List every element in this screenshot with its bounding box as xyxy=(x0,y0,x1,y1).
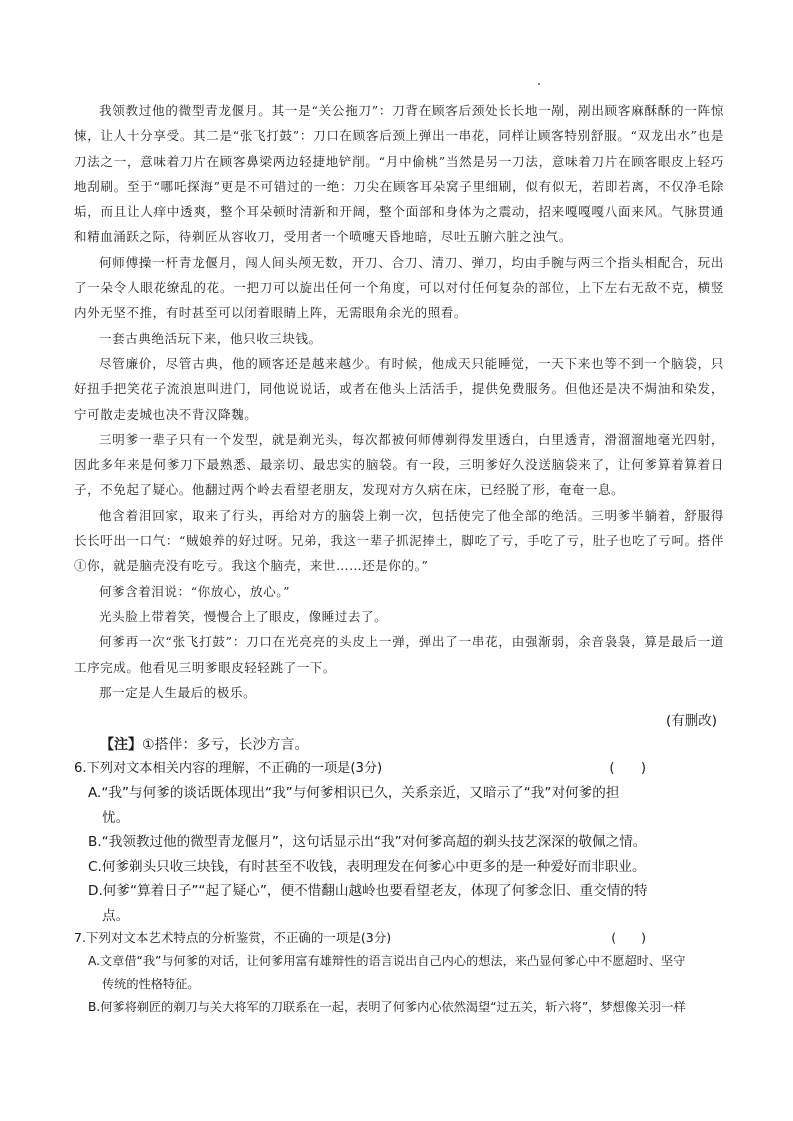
question-stem xyxy=(74,926,724,950)
option-text: B.何爹将剃匠的剃刀与关大将军的刀联系在一起，表明了何爹内心依然渴望“过五关，斩六将”，梦想像关羽一样 xyxy=(88,1000,686,1014)
option-text-cont: 点。 xyxy=(102,907,130,924)
question-stem xyxy=(74,757,724,781)
option-text: D.何爹“算着日子”“起了疑心”，便不惜翻山越岭也要看望老友，体现了何爹念旧、重交情的特 xyxy=(88,883,648,899)
passage-paragraph: 那一定是人生最后的极乐。 xyxy=(99,684,257,700)
passage-paragraph: 何爹再一次“张飞打鼓”：刀口在光亮亮的头皮上一弹，弹出了一串花，由强渐弱，余音袅袅，算是最后一道工序完成。他看见三明爹眼皮轻轻跳了一下。 xyxy=(74,634,724,675)
option-text-cont: 传统的性格特征。 xyxy=(102,977,200,991)
passage-paragraph: 尽管廉价，尽管古典，他的顾客还是越来越少。有时候，他成天只能睡觉，一天下来也等不到一个脑袋，只好扭手把笑花子流浪崽叫进门，同他说说话，或者在他头上活活手，提供免费服务。但他还是决不焗油和染发，宁可散走麦城也决不背汉降魏。 xyxy=(74,355,724,422)
option-b[interactable] xyxy=(74,996,724,1019)
reading-passage xyxy=(74,98,724,705)
passage-paragraph: 我领教过他的微型青龙偃月。其一是“关公拖刀”：刀背在顾客后颈处长长地一剐，剐出顾客麻酥酥的一阵惊悚，让人十分享受。其二是“张飞打鼓”：刀口在顾客后颈上弹出一串花，同样让顾客特别舒服。“双龙出水”也是刀法之一，意味着刀片在顾客鼻梁两边轻捷地铲削。“月中偷桃”当然是另一刀法，意味着刀片在顾客眼皮上轻巧地刮刷。至于“哪吒探海”更是不可错过的一绝：刀尖在顾客耳朵窝子里细刷，似有似无，若即若离，不仅净毛除垢，而且让人痒中透爽，整个耳朵顿时清新和开阔，整个面部和身体为之震动，招来嘎嘎嘎八面来风。气脉贯通和精血涌跃之际，待剃匠从容收刀，受用者一个喷嚏天昏地暗，尽吐五腑六脏之浊气。 xyxy=(74,103,724,245)
passage-paragraph: 一套古典绝活玩下来，他只收三块钱。 xyxy=(99,330,322,346)
option-text: B.“我领教过他的微型青龙偃月”，这句话显示出“我”对何爹高超的剃头技艺深深的敬佩之情。 xyxy=(88,834,647,850)
question-6 xyxy=(74,757,724,928)
footnote-label: 【注】 xyxy=(100,737,142,753)
option-a[interactable] xyxy=(74,950,724,996)
option-a[interactable] xyxy=(74,781,724,830)
passage-paragraph: 三明爹一辈子只有一个发型，就是剃光头，每次都被何师傅剃得发里透白，白里透青，滑溜溜地毫光四射，因此多年来是何爹刀下最熟悉、最亲切、最忠实的脑袋。有一段，三明爹好久没送脑袋来了，让何爹算着算着日子，不免起了疑心。他翻过两个岭去看望老朋友，发现对方久病在床，已经脱了形，奄奄一息。 xyxy=(74,431,724,498)
passage-paragraph: 他含着泪回家，取来了行头，再给对方的脑袋上剃一次，包括使完了他全部的绝活。三明爹半躺着，舒服得长长吁出一口气：“贼娘养的好过呀。兄弟，我这一辈子抓泥捧土，脚吃了亏，手吃了亏，肚子也吃了亏呵。搭伴①你，就是脑壳没有吃亏。我这个脑壳，来世……还是你的。” xyxy=(74,507,724,574)
footnote-text: ①搭伴：多亏，长沙方言。 xyxy=(142,737,309,753)
option-d[interactable] xyxy=(74,879,724,928)
option-c[interactable] xyxy=(74,855,724,880)
option-b[interactable] xyxy=(74,830,724,855)
answer-blank[interactable]: ( ) xyxy=(611,930,646,945)
speck-mark xyxy=(538,83,540,85)
footnote xyxy=(100,734,309,754)
question-stem-text: 6.下列对文本相关内容的理解，不正确的一项是(3分) xyxy=(74,761,383,776)
answer-blank[interactable]: ( ) xyxy=(609,761,646,776)
option-text: A.文章借“我”与何爹的对话，让何爹用富有雄辩性的语言说出自己内心的想法，来凸显何爹心中不愿超时、坚守 xyxy=(88,954,686,968)
option-text: C.何爹剃头只收三块钱，有时甚至不收钱，表明理发在何爹心中更多的是一种爱好而非职业。 xyxy=(88,858,646,875)
passage-paragraph: 何爹含着泪说：“你放心，放心。” xyxy=(99,583,291,599)
option-text: A.“我”与何爹的谈话既体现出“我”与何爹相识已久，关系亲近，又暗示了“我”对何爹的担 xyxy=(88,785,620,801)
question-stem-text: 7.下列对文本艺术特点的分析鉴赏，不正确的一项是(3分) xyxy=(74,930,392,945)
option-text-cont: 忧。 xyxy=(102,809,130,826)
passage-paragraph: 何师傅操一杆青龙偃月，闯人间头颅无数，开刀、合刀、清刀、弹刀，均由手腕与两三个指头相配合，玩出了一朵令人眼花缭乱的花。一把刀可以旋出任何一个角度，可以对付任何复杂的部位，上下左右无敌不克，横竖内外无坚不推，有时甚至可以闭着眼睛上阵，无需眼角余光的照看。 xyxy=(74,254,724,321)
passage-paragraph: 光头脸上带着笑，慢慢合上了眼皮，像睡过去了。 xyxy=(99,608,388,624)
source-note: (有删改) xyxy=(665,713,717,729)
question-7 xyxy=(74,926,724,1019)
